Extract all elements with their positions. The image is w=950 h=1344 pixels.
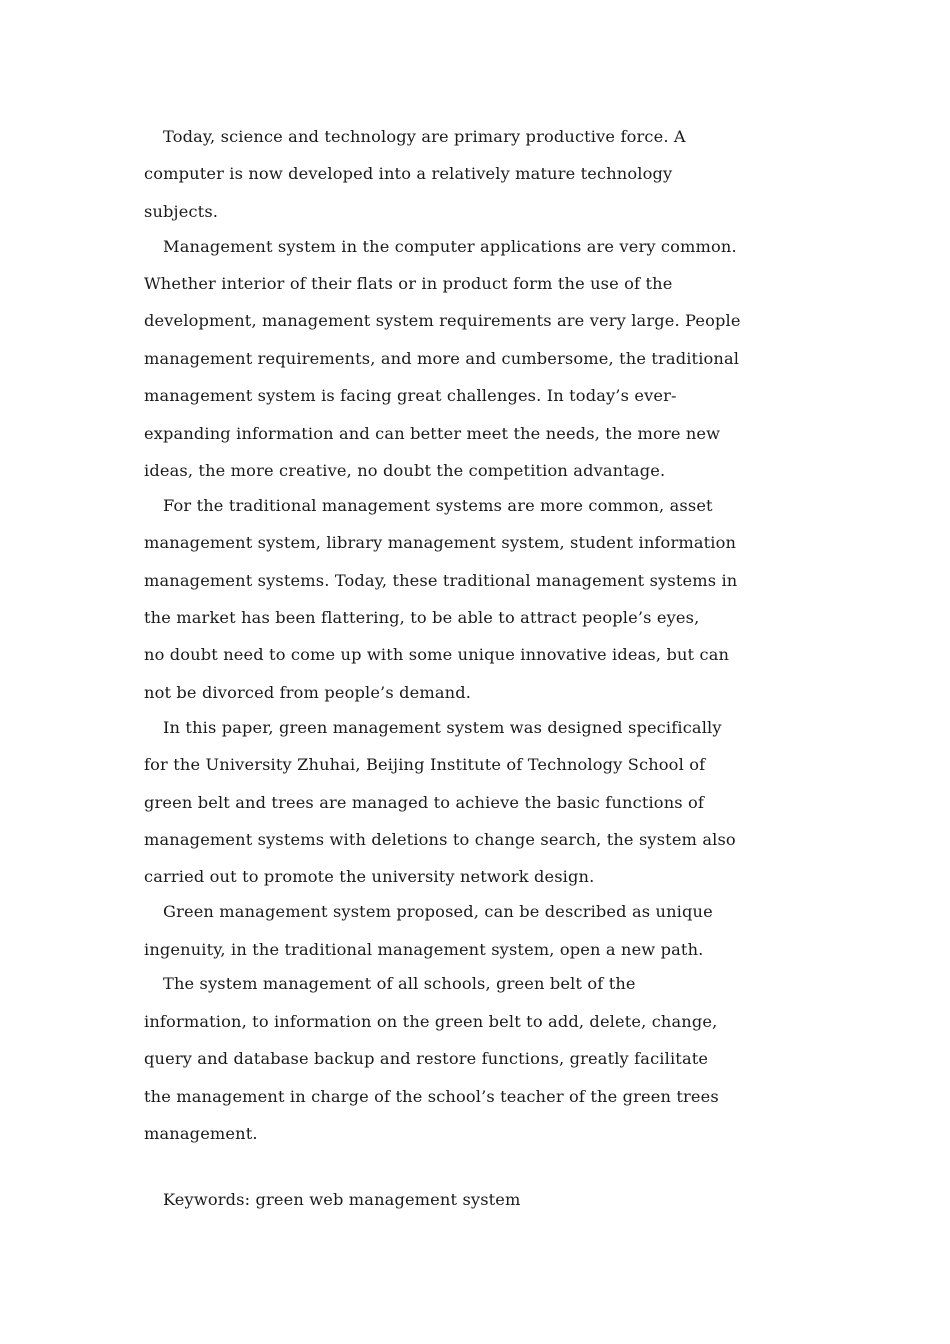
paragraph-line: the management in charge of the school’s teacher of the green trees [144,1086,719,1106]
paragraph-line: for the University Zhuhai, Beijing Institute of Technology School of [144,755,706,775]
paragraph-line: subjects. [144,201,219,221]
paragraph-line: no doubt need to come up with some unique innovative ideas, but can [144,645,730,665]
paragraph-5 [144,893,810,968]
paragraph-line: the market has been flattering, to be able to attract people’s eyes, [144,608,700,628]
paragraph-line: management requirements, and more and cumbersome, the traditional [144,348,740,368]
abstract-body [144,118,810,1152]
paragraph-line: For the traditional management systems are more common, asset [163,495,713,515]
paragraph-line: ideas, the more creative, no doubt the competition advantage. [144,461,666,481]
paragraph-line: information, to information on the green belt to add, delete, change, [144,1011,718,1031]
paragraph-line: management system, library management system, student information [144,533,737,553]
paragraph-line: management. [144,1124,258,1144]
paragraph-line: Management system in the computer applications are very common. [163,236,737,256]
paragraph-line: not be divorced from people’s demand. [144,682,472,702]
paragraph-line: management system is facing great challenges. In today’s ever- [144,386,677,406]
paragraph-line: expanding information and can better meet the needs, the more new [144,423,721,443]
paragraph-3 [144,487,810,711]
paragraph-line: Today, science and technology are primary productive force. A [163,127,686,146]
keywords-line: Keywords: green web management system [163,1190,521,1209]
paragraph-line: query and database backup and restore functions, greatly facilitate [144,1049,709,1069]
paragraph-line: Whether interior of their flats or in product form the use of the [144,274,673,294]
paragraph-line: Green management system proposed, can be described as unique [163,902,713,922]
paragraph-line: management systems. Today, these traditional management systems in [144,570,738,590]
paragraph-line: development, management system requirements are very large. People [144,311,741,331]
paragraph-4 [144,709,810,896]
paragraph-line: green belt and trees are managed to achieve the basic functions of [144,792,705,812]
paragraph-1 [144,118,810,230]
paragraph-line: management systems with deletions to change search, the system also [144,829,736,849]
paragraph-6 [144,965,810,1152]
paragraph-line: computer is now developed into a relatively mature technology [144,164,673,184]
paragraph-line: In this paper, green management system was designed specifically [163,717,722,737]
paragraph-2 [144,228,810,490]
paragraph-line: ingenuity, in the traditional management system, open a new path. [144,939,704,959]
paragraph-line: carried out to promote the university network design. [144,867,595,887]
paragraph-line: The system management of all schools, green belt of the [163,974,636,994]
